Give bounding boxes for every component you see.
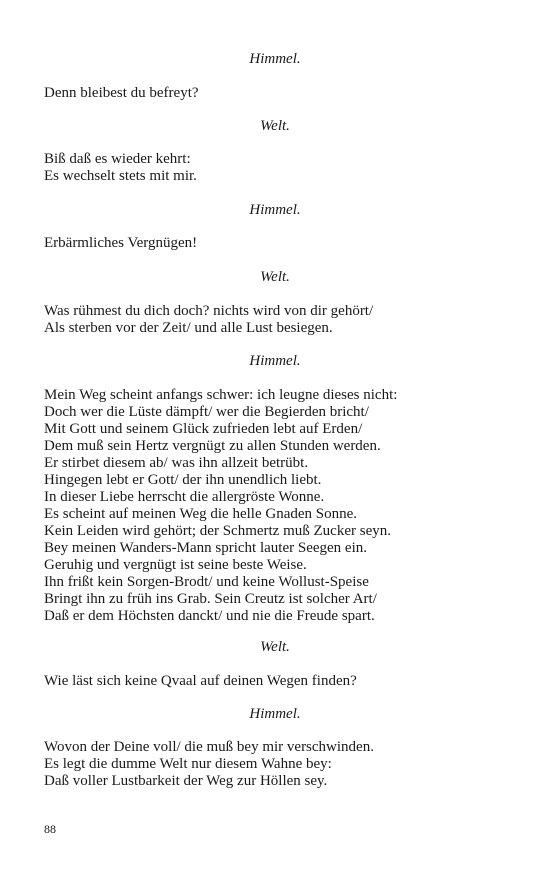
verse-line: Mein Weg scheint anfangs schwer: ich leugne dieses nicht: [44, 387, 398, 403]
verse-line: Denn bleibest du befreyt? [44, 85, 199, 101]
speaker-heading: Himmel. [249, 706, 301, 722]
verse-line: Er stirbet diesem ab/ was ihn allzeit betrübt. [44, 455, 309, 471]
verse-block [44, 387, 514, 625]
verse-line: Doch wer die Lüste dämpft/ wer die Begierden bricht/ [44, 404, 369, 420]
verse-line: Kein Leiden wird gehört; der Schmertz muß Zucker seyn. [44, 523, 391, 539]
verse-line: In dieser Liebe herrscht die allergröste Wonne. [44, 489, 325, 505]
verse-line: Erbärmliches Vergnügen! [44, 235, 198, 251]
speaker-heading: Welt. [260, 269, 290, 285]
verse-line: Hingegen lebt er Gott/ der ihn unendlich liebt. [44, 472, 322, 488]
speaker-heading: Welt. [260, 639, 290, 655]
speaker-heading: Himmel. [249, 202, 301, 218]
verse-line: Es wechselt stets mit mir. [44, 168, 197, 184]
verse-block [44, 235, 514, 252]
verse-block [44, 151, 514, 185]
verse-line: Was rühmest du dich doch? nichts wird von dir gehört/ [44, 303, 374, 319]
speaker-heading: Welt. [260, 118, 290, 134]
speaker-heading: Himmel. [249, 353, 301, 369]
verse-line: Es legt die dumme Welt nur diesem Wahne bey: [44, 756, 332, 772]
verse-line: Daß voller Lustbarkeit der Weg zur Höllen sey. [44, 773, 328, 789]
verse-line: Daß er dem Höchsten danckt/ und nie die Freude spart. [44, 608, 375, 624]
verse-line: Geruhig und vergnügt ist seine beste Weise. [44, 557, 307, 573]
verse-block [44, 739, 514, 790]
verse-line: Als sterben vor der Zeit/ und alle Lust besiegen. [44, 320, 333, 336]
verse-block [44, 303, 514, 337]
speaker-heading: Himmel. [249, 51, 301, 67]
verse-line: Mit Gott und seinem Glück zufrieden lebt auf Erden/ [44, 421, 363, 437]
verse-block [44, 673, 514, 690]
verse-line: Dem muß sein Hertz vergnügt zu allen Stunden werden. [44, 438, 381, 454]
verse-block [44, 85, 514, 102]
verse-line: Wie läst sich keine Qvaal auf deinen Wegen finden? [44, 673, 357, 689]
verse-line: Biß daß es wieder kehrt: [44, 151, 191, 167]
verse-line: Wovon der Deine voll/ die muß bey mir verschwinden. [44, 739, 374, 755]
verse-line: Bringt ihn zu früh ins Grab. Sein Creutz ist solcher Art/ [44, 591, 377, 607]
verse-line: Es scheint auf meinen Weg die helle Gnaden Sonne. [44, 506, 358, 522]
page-number: 88 [44, 822, 56, 836]
verse-line: Bey meinen Wanders-Mann spricht lauter Seegen ein. [44, 540, 367, 556]
verse-line: Ihn frißt kein Sorgen-Brodt/ und keine Wollust-Speise [44, 574, 369, 590]
